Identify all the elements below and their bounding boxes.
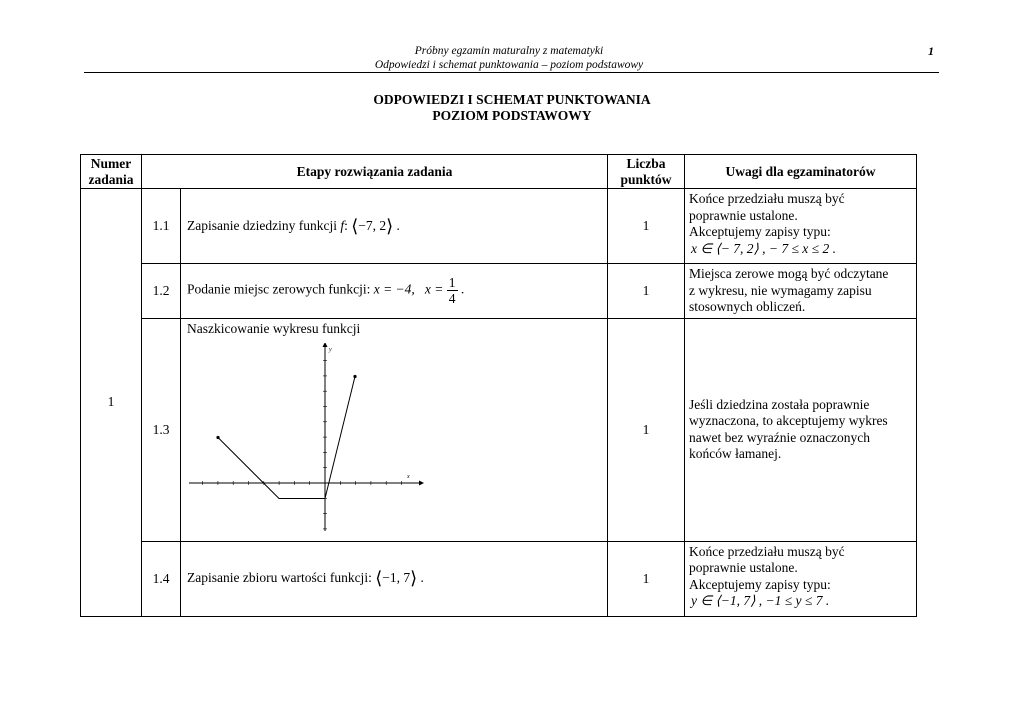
graph-polyline (218, 376, 355, 498)
header-points-line1: Liczba (626, 155, 666, 171)
table-row (81, 189, 917, 264)
fraction-denominator: 4 (448, 291, 456, 307)
step-description: Zapisanie zbioru wartości funkcji: ⟨−1, 7⟩ . (181, 541, 608, 616)
graph-endpoint-left (216, 435, 219, 438)
header-points-line2: punktów (620, 171, 672, 187)
function-graph (187, 343, 427, 533)
step-text: Naszkicowanie wykresu funkcji (187, 320, 361, 336)
header-number-line1: Numer (90, 155, 132, 171)
range-interval: −1, 7 (382, 570, 411, 585)
graph-endpoint-right (353, 374, 356, 377)
note-math: x ∈ ⟨− 7, 2⟩ , − 7 ≤ x ≤ 2 . (691, 240, 836, 256)
y-axis-arrow (323, 343, 328, 347)
note-line: Akceptujemy zapisy typu: (689, 224, 831, 239)
title-line2: POZIOM PODSTAWOWY (432, 108, 592, 123)
note-line: końców łamanej. (689, 446, 782, 461)
note-line: Akceptujemy zapisy typu: (689, 576, 831, 592)
note-line: stosownych obliczeń. (689, 299, 806, 314)
x-axis-label: x (407, 473, 410, 480)
answers-table (80, 154, 917, 617)
note-line: z wykresu, nie wymagamy zapisu (689, 282, 872, 298)
note-line: Miejsca zerowe mogą być odczytane (689, 266, 889, 281)
points-value: 1 (608, 189, 685, 264)
points-value: 1 (608, 264, 685, 319)
header-task-number (81, 155, 142, 189)
step-text: Zapisanie dziedziny funkcji (187, 217, 337, 233)
function-name: f (340, 217, 345, 233)
note-line: poprawnie ustalone. (689, 560, 798, 575)
examiner-note (685, 264, 917, 319)
header-rule (84, 72, 939, 73)
table-row (81, 264, 917, 319)
axis-ticks (203, 360, 402, 528)
y-axis-label: y (329, 346, 332, 353)
document-title (80, 92, 944, 124)
x-axis-arrow (419, 480, 424, 485)
note-line: Końce przedziału muszą być (689, 191, 845, 206)
page-header (80, 44, 938, 72)
subtask-number: 1.3 (142, 318, 181, 541)
header-number-line2: zadania (88, 171, 134, 187)
header-steps: Etapy rozwiązania zadania (142, 155, 608, 189)
task-number: 1 (81, 189, 142, 617)
header-points (608, 155, 685, 189)
note-line: Końce przedziału muszą być (689, 543, 845, 559)
step-text: Zapisanie zbioru wartości funkcji: (187, 570, 372, 585)
header-notes: Uwagi dla egzaminatorów (685, 155, 917, 189)
subtask-number: 1.1 (142, 189, 181, 264)
step-description: Podanie miejsc zerowych funkcji: x = −4, x = $\frac{1}{4}$ . (181, 264, 608, 319)
header-line1: Próbny egzamin maturalny z matematyki (414, 45, 604, 57)
note-line: poprawnie ustalone. (689, 207, 798, 223)
examiner-note (685, 541, 917, 616)
title-line1: ODPOWIEDZI I SCHEMAT PUNKTOWANIA (373, 92, 651, 107)
examiner-note (685, 318, 917, 541)
step-description (181, 318, 608, 541)
page-number: 1 (928, 44, 934, 58)
note-line: wyznaczona, to akceptujemy wykres (689, 413, 888, 428)
zero-2-fraction (447, 275, 458, 306)
zero-2-lhs: x = (424, 281, 444, 297)
note-line: nawet bez wyraźnie oznaczonych (689, 429, 871, 445)
points-value: 1 (608, 318, 685, 541)
domain-interval: −7, 2 (358, 217, 387, 233)
note-line: Jeśli dziedzina została poprawnie (689, 396, 870, 412)
subtask-number: 1.4 (142, 541, 181, 616)
step-text: Podanie miejsc zerowych funkcji: (187, 281, 371, 297)
table-header-row (81, 155, 917, 189)
points-value: 1 (608, 541, 685, 616)
header-line2: Odpowiedzi i schemat punktowania – poziom podstawowy (374, 59, 644, 71)
note-math: y ∈ ⟨−1, 7⟩ , −1 ≤ y ≤ 7 . (691, 593, 830, 608)
table-row (81, 318, 917, 541)
zero-1: x = −4, (373, 281, 415, 297)
table-row (81, 541, 917, 616)
examiner-note (685, 189, 917, 264)
step-description: Zapisanie dziedziny funkcji f: ⟨−7, 2⟩ . (181, 189, 608, 264)
fraction-numerator: 1 (448, 275, 456, 291)
subtask-number: 1.2 (142, 264, 181, 319)
